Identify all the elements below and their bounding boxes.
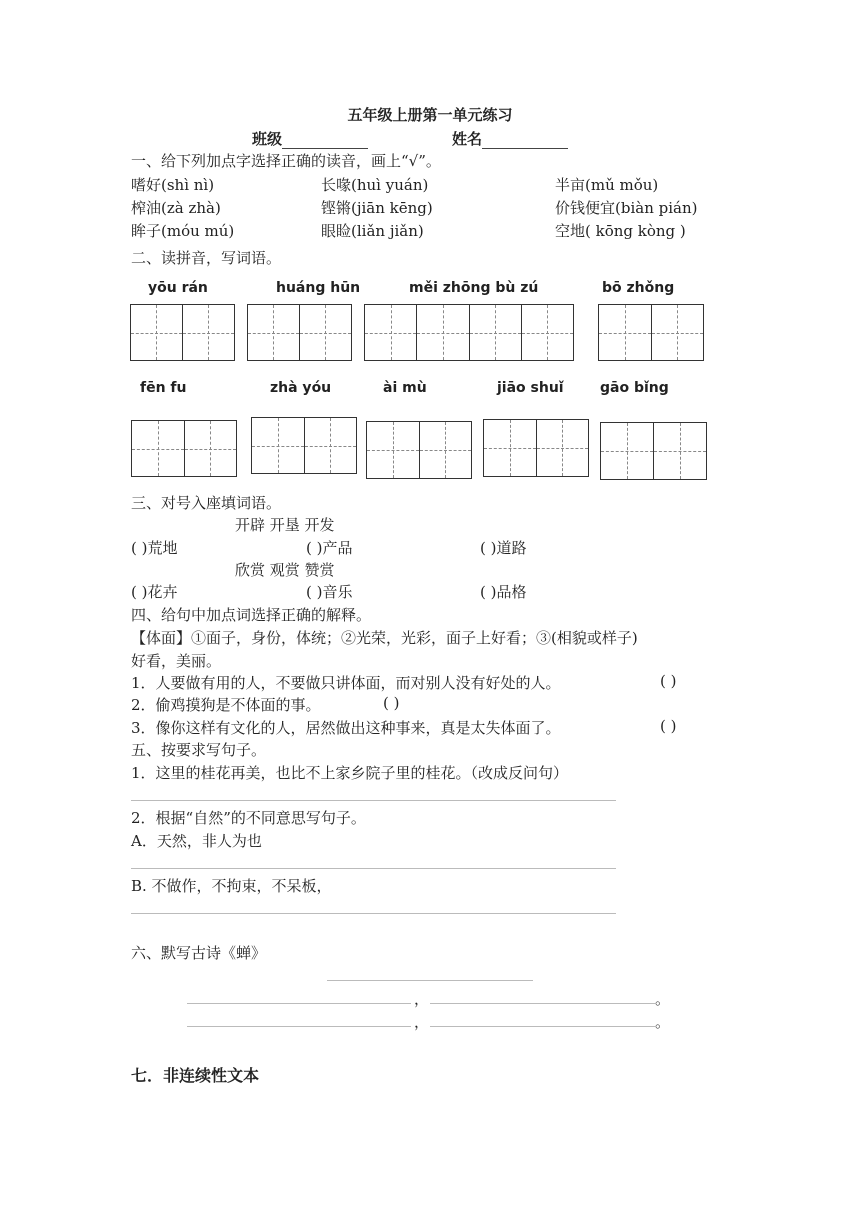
- s5-question-2: 2．根据“自然”的不同意思写句子。: [131, 809, 366, 827]
- answer-line[interactable]: [187, 1003, 411, 1004]
- answer-line[interactable]: [131, 868, 616, 869]
- s4-answer-paren-2[interactable]: ( ): [383, 694, 400, 712]
- pinyin-5: fēn fu: [140, 380, 187, 396]
- s3-fill-1[interactable]: ( )荒地: [131, 539, 178, 557]
- answer-line[interactable]: [327, 980, 533, 981]
- answer-line[interactable]: [131, 800, 616, 801]
- s1-item-2: 长喙(huì yuán): [321, 176, 429, 194]
- section-4-heading: 四、给句中加点词选择正确的解释。: [131, 606, 372, 624]
- s1-item-5: 铿锵(jiān kēng): [321, 199, 433, 217]
- s3-options-2: 欣赏 观赏 赞赏: [235, 561, 335, 579]
- pinyin-3: měi zhōng bù zú: [409, 280, 539, 296]
- s1-item-9: 空地( kōng kòng ): [555, 222, 686, 240]
- poem-period-2: 。: [655, 1013, 671, 1031]
- s4-question-1: 1．人要做有用的人，不要做只讲体面，而对别人没有好处的人。: [131, 674, 561, 692]
- pinyin-1: yōu rán: [148, 280, 208, 296]
- poem-comma-2: ，: [414, 1013, 430, 1031]
- s1-item-8: 眼睑(liǎn jiǎn): [321, 222, 424, 240]
- pinyin-4: bō zhǒng: [602, 280, 675, 296]
- s3-fill-6[interactable]: ( )品格: [480, 583, 527, 601]
- s1-item-3: 半亩(mǔ mǒu): [555, 176, 659, 194]
- pinyin-8: jiāo shuǐ: [497, 380, 564, 396]
- pinyin-7: ài mù: [383, 380, 427, 396]
- section-1-heading: 一、给下列加点字选择正确的读音，画上“√”。: [131, 152, 441, 170]
- writing-grid[interactable]: [251, 417, 357, 474]
- answer-line[interactable]: [131, 913, 616, 914]
- s4-answer-paren-3[interactable]: ( ): [660, 717, 677, 735]
- writing-grid[interactable]: [247, 304, 352, 361]
- answer-line[interactable]: [187, 1026, 411, 1027]
- s4-answer-paren-1[interactable]: ( ): [660, 672, 677, 690]
- s3-fill-2[interactable]: ( )产品: [306, 539, 353, 557]
- writing-grid[interactable]: [131, 420, 237, 477]
- pinyin-9: gāo bǐng: [600, 380, 669, 396]
- s3-fill-5[interactable]: ( )音乐: [306, 583, 353, 601]
- class-label: 班级: [252, 128, 368, 149]
- writing-grid[interactable]: [130, 304, 235, 361]
- pinyin-2: huáng hūn: [276, 280, 361, 296]
- s3-fill-4[interactable]: ( )花卉: [131, 583, 178, 601]
- section-5-heading: 五、按要求写句子。: [131, 741, 267, 759]
- writing-grid[interactable]: [483, 419, 589, 477]
- answer-line[interactable]: [430, 1003, 655, 1004]
- section-2-heading: 二、读拼音，写词语。: [131, 249, 282, 267]
- poem-period-1: 。: [655, 990, 671, 1008]
- s5-option-a: A．天然，非人为也: [131, 832, 262, 850]
- s4-definition-1: 【体面】①面子，身份，体统；②光荣，光彩，面子上好看；③(相貌或样子): [131, 629, 638, 647]
- s5-option-b: B. 不做作，不拘束，不呆板，: [131, 877, 332, 895]
- section-3-heading: 三、对号入座填词语。: [131, 494, 282, 512]
- name-label: 姓名: [452, 128, 568, 149]
- s1-item-6: 价钱便宜(biàn pián): [555, 199, 698, 217]
- s1-item-4: 榨油(zà zhà): [131, 199, 221, 217]
- s1-item-7: 眸子(móu mú): [131, 222, 235, 240]
- writing-grid[interactable]: [364, 304, 574, 361]
- s4-definition-2: 好看，美丽。: [131, 652, 222, 670]
- s4-question-2: 2．偷鸡摸狗是不体面的事。: [131, 696, 321, 714]
- s4-question-3: 3．像你这样有文化的人，居然做出这种事来，真是太失体面了。: [131, 719, 561, 737]
- page-title: 五年级上册第一单元练习: [347, 106, 513, 124]
- s5-question-1: 1．这里的桂花再美，也比不上家乡院子里的桂花。（改成反问句）: [131, 764, 569, 782]
- s3-fill-3[interactable]: ( )道路: [480, 539, 527, 557]
- s3-options-1: 开辟 开垦 开发: [235, 516, 335, 534]
- answer-line[interactable]: [430, 1026, 655, 1027]
- poem-comma-1: ，: [414, 990, 430, 1008]
- s1-item-1: 嗜好(shì nì): [131, 176, 215, 194]
- pinyin-6: zhà yóu: [270, 380, 332, 396]
- section-6-heading: 六、默写古诗《蝉》: [131, 944, 267, 962]
- writing-grid[interactable]: [366, 421, 472, 479]
- section-7-heading: 七．非连续性文本: [131, 1066, 260, 1085]
- writing-grid[interactable]: [598, 304, 704, 361]
- writing-grid[interactable]: [600, 422, 707, 480]
